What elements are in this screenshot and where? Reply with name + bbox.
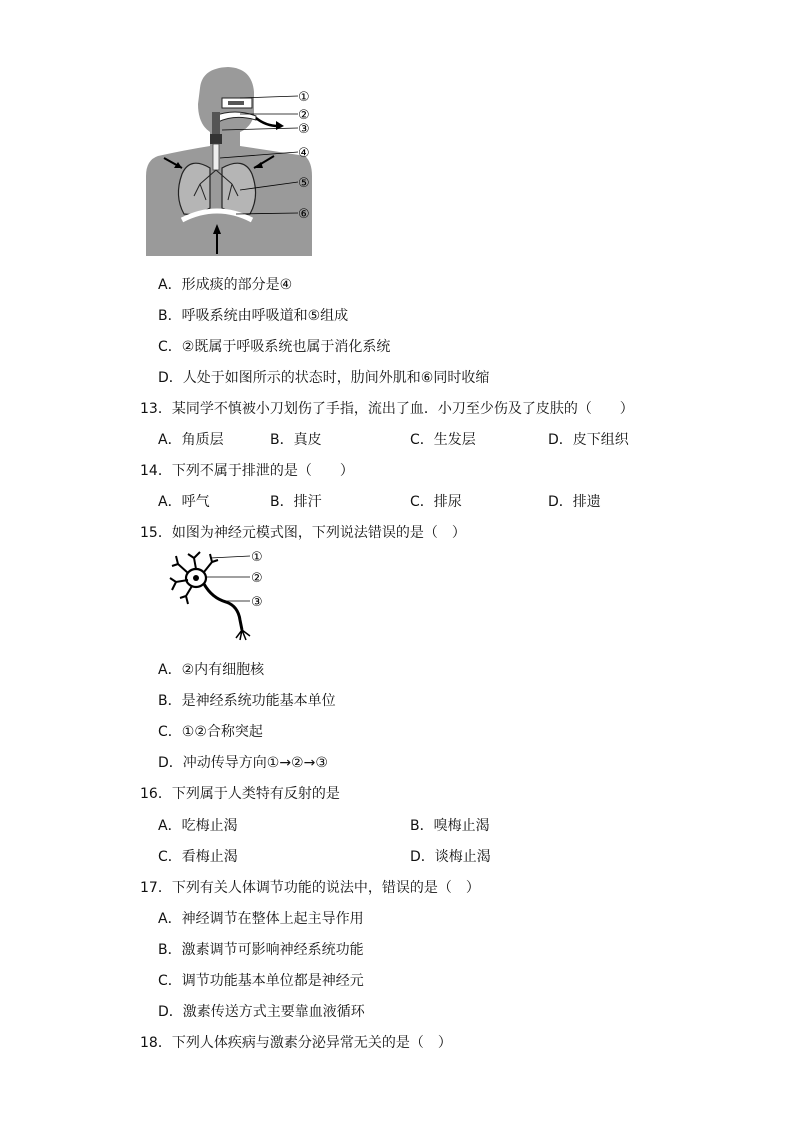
q13-option-c: C．生发层 — [410, 432, 476, 448]
q14-option-a: A．呼气 — [158, 494, 210, 510]
fig1-label-1: ① — [298, 90, 310, 105]
neuron-axon-terminals — [236, 630, 250, 640]
q12-option-d: D．人处于如图所示的状态时，肋间外肌和⑥同时收缩 — [158, 370, 490, 386]
q15-option-b: B．是神经系统功能基本单位 — [158, 693, 336, 709]
trachea — [213, 144, 219, 170]
q14-stem: 14．下列不属于排泄的是（ ） — [140, 463, 354, 479]
q17-option-c: C．调节功能基本单位都是神经元 — [158, 973, 364, 989]
q14-option-b: B．排汗 — [270, 494, 322, 510]
left-lung — [178, 163, 210, 214]
q15-option-a: A．②内有细胞核 — [158, 662, 265, 678]
fig2-label-2: ② — [251, 571, 263, 586]
q16-option-b: B．嗅梅止渴 — [410, 818, 490, 834]
q13-option-a: A．角质层 — [158, 432, 224, 448]
q14-option-c: C．排尿 — [410, 494, 462, 510]
fig1-label-2: ② — [298, 108, 310, 123]
larynx — [210, 134, 222, 144]
q13-option-b: B．真皮 — [270, 432, 322, 448]
neuron-nucleus — [193, 575, 199, 581]
q17-stem: 17．下列有关人体调节功能的说法中，错误的是（ ） — [140, 880, 480, 896]
q15-option-d: D．冲动传导方向①→②→③ — [158, 755, 328, 771]
neuron-axon — [204, 584, 242, 630]
q17-option-d: D．激素传送方式主要靠血液循环 — [158, 1004, 365, 1020]
arrow-mouth — [256, 118, 278, 126]
q17-option-b: B．激素调节可影响神经系统功能 — [158, 942, 364, 958]
neuron-figure — [166, 548, 276, 642]
q12-option-b: B．呼吸系统由呼吸道和⑤组成 — [158, 308, 349, 324]
fig2-label-3: ③ — [251, 595, 263, 610]
fig2-label-1: ① — [251, 550, 263, 565]
q16-option-a: A．吃梅止渴 — [158, 818, 238, 834]
respiratory-system-figure — [140, 64, 340, 260]
q12-option-c: C．②既属于呼吸系统也属于消化系统 — [158, 339, 391, 355]
q14-option-d: D．排遗 — [548, 494, 601, 510]
q15-option-c: C．①②合称突起 — [158, 724, 263, 740]
q16-option-d: D．谈梅止渴 — [410, 849, 491, 865]
q12-option-a: A．形成痰的部分是④ — [158, 277, 293, 293]
pharynx — [212, 112, 220, 134]
q16-stem: 16．下列属于人类特有反射的是 — [140, 786, 340, 802]
fig1-label-3: ③ — [298, 122, 310, 137]
q18-stem: 18．下列人体疾病与激素分泌异常无关的是（ ） — [140, 1035, 452, 1051]
fig1-label-5: ⑤ — [298, 176, 310, 191]
q13-stem: 13．某同学不慎被小刀划伤了手指，流出了血．小刀至少伤及了皮肤的（ ） — [140, 401, 634, 417]
q13-option-d: D．皮下组织 — [548, 432, 629, 448]
fig1-label-6: ⑥ — [298, 207, 310, 222]
q15-stem: 15．如图为神经元模式图，下列说法错误的是（ ） — [140, 525, 466, 541]
q17-option-a: A．神经调节在整体上起主导作用 — [158, 911, 364, 927]
fig1-label-4: ④ — [298, 146, 310, 161]
q16-option-c: C．看梅止渴 — [158, 849, 238, 865]
